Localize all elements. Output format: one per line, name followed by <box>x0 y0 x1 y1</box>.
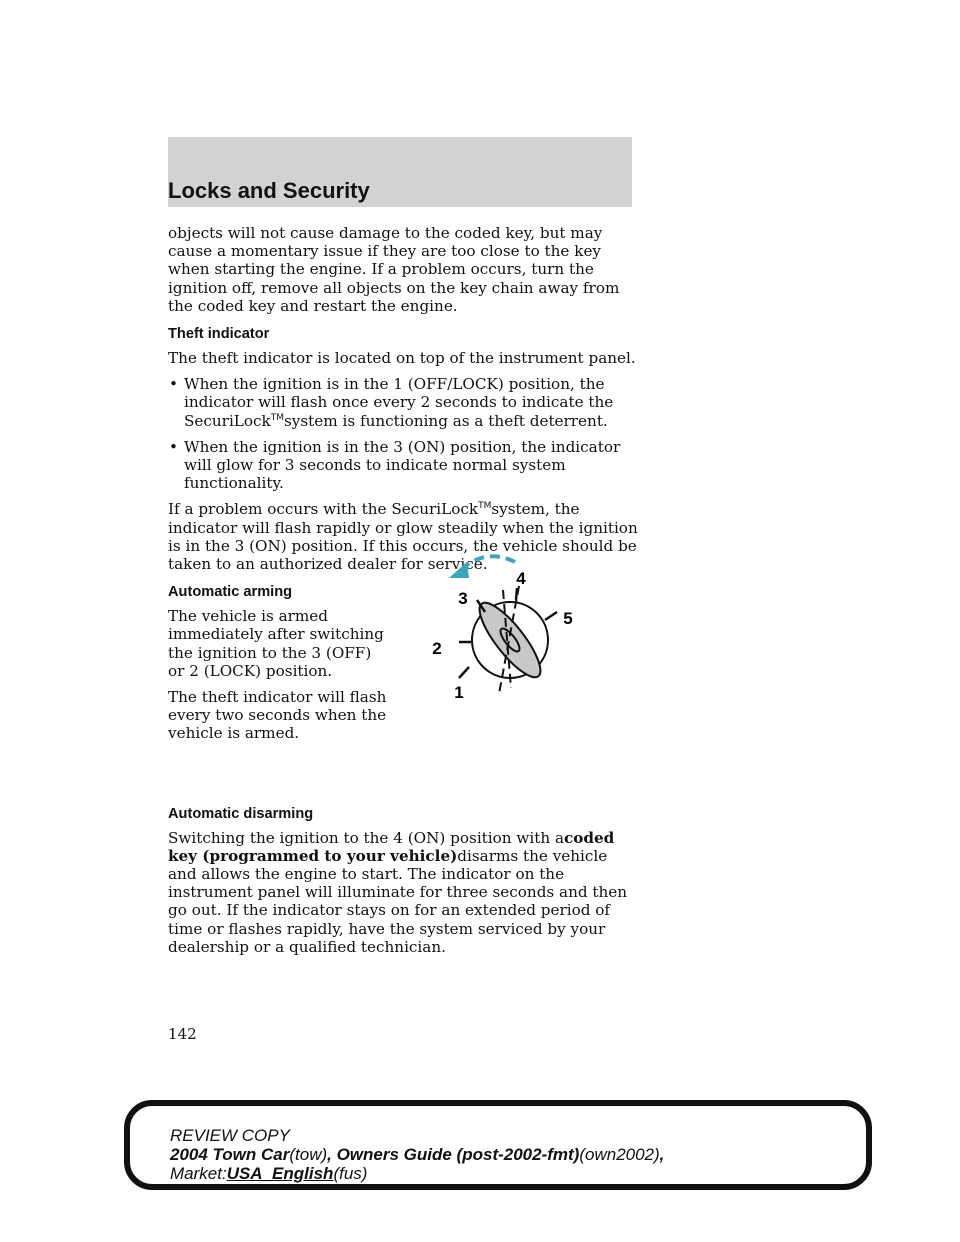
disarming-paragraph <box>168 829 638 956</box>
disarming-text-part2: disarms the vehicle and allows the engine to start. The indicator on the instrument panel will illuminate for three seconds and then go out. If the indicator stays on for an extended period of time or flashes rapidly, have the system serviced by your dealership or a qualified technician. <box>168 846 628 956</box>
problem-text-part1: If a problem occurs with the SecuriLock <box>168 500 479 519</box>
position-label-5: 5 <box>563 609 573 628</box>
bullet-text: When the ignition is in the 3 (ON) position, the indicator will glow for 3 seconds to indicate normal system functionality. <box>184 437 621 493</box>
review-copy-footer <box>124 1100 872 1190</box>
disarming-text-part1: Switching the ignition to the 4 (ON) position with a <box>168 828 565 847</box>
coded-key-emphasis: coded key (programmed to your vehicle) <box>168 828 615 865</box>
tick-mark-1 <box>459 667 469 678</box>
section-title: Locks and Security <box>168 178 370 203</box>
automatic-arming-heading: Automatic arming <box>168 584 293 601</box>
position-label-1: 1 <box>454 683 464 702</box>
footer-model: 2004 Town Car <box>170 1145 290 1164</box>
arrow-head-icon <box>449 562 469 578</box>
section-header <box>168 137 632 207</box>
ignition-position-diagram <box>415 548 585 708</box>
arming-paragraph-2: The theft indicator will flash every two seconds when the vehicle is armed. <box>168 688 387 743</box>
bullet-item-off-lock <box>168 375 638 430</box>
position-label-4: 4 <box>516 569 526 588</box>
bullet-text-part1: When the ignition is in the 1 (OFF/LOCK) position, the indicator will flash once every 2 seconds to indicate the SecuriLock <box>184 375 614 430</box>
rotation-arrow-icon <box>463 556 515 568</box>
footer-market-label: Market: <box>170 1164 227 1183</box>
trademark-symbol: TM <box>270 412 285 423</box>
theft-indicator-heading: Theft indicator <box>168 326 270 343</box>
bullet-text-part2: system is functioning as a theft deterrent. <box>284 411 608 430</box>
position-label-2: 2 <box>432 639 442 658</box>
theft-intro-paragraph: The theft indicator is located on top of the instrument panel. <box>168 349 636 368</box>
footer-market: USA_English <box>226 1164 334 1183</box>
footer-model-code: (tow) <box>289 1145 328 1164</box>
intro-paragraph: objects will not cause damage to the coded key, but may cause a momentary issue if they are too close to the key when starting the engine. If a problem occurs, turn the ignition off, remove all objects on the key chain away from the coded key and restart the engine. <box>168 224 620 315</box>
trademark-symbol: TM <box>478 501 492 512</box>
footer-market-code: (fus) <box>333 1164 368 1183</box>
page-number: 142 <box>168 1025 197 1043</box>
bullet-icon: • <box>169 437 178 456</box>
problem-text-part2: system, the indicator will flash rapidly or glow steadily when the ignition is in the 3 (ON) position. If this occurs, the vehicle should be taken to an authorized dealer for service. <box>168 500 638 574</box>
footer-line-3 <box>170 1164 664 1183</box>
bullet-icon: • <box>169 375 178 394</box>
automatic-disarming-heading: Automatic disarming <box>168 805 314 822</box>
footer-line-2-end: , <box>659 1145 665 1164</box>
footer-guide: , Owners Guide (post-2002-fmt) <box>327 1145 580 1164</box>
arming-paragraph-1: The vehicle is armed immediately after switching the ignition to the 3 (OFF) or 2 (LOCK) position. <box>168 607 384 680</box>
footer-line-2 <box>170 1145 664 1164</box>
footer-line-1: REVIEW COPY <box>170 1126 290 1145</box>
bullet-item-on <box>168 438 638 493</box>
tick-mark-5 <box>545 612 557 620</box>
footer-text <box>170 1126 664 1183</box>
footer-guide-code: (own2002) <box>579 1145 660 1164</box>
position-label-3: 3 <box>458 589 468 608</box>
tick-mark-4 <box>516 588 517 600</box>
